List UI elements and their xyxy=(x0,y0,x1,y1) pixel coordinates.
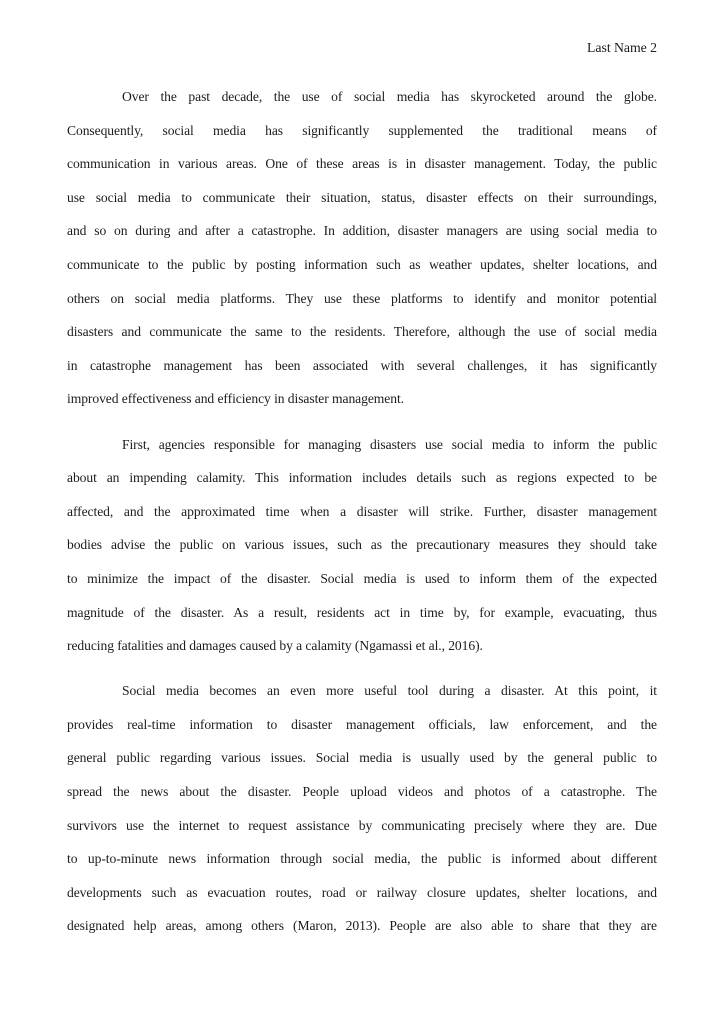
text-line: First, agencies responsible for managing disasters use social media to inform the public xyxy=(122,436,657,452)
running-header: Last Name 2 xyxy=(587,40,657,55)
text-line: in catastrophe management has been associated with several challenges, it has significantly xyxy=(67,357,657,373)
paragraph xyxy=(67,80,657,416)
text-line: provides real-time information to disaster management officials, law enforcement, and the xyxy=(67,716,657,732)
text-line: developments such as evacuation routes, road or railway closure updates, shelter locations, and xyxy=(67,884,657,900)
text-line: Consequently, social media has significantly supplemented the traditional means of xyxy=(67,122,657,138)
text-line: survivors use the internet to request assistance by communicating precisely where they are. Due xyxy=(67,817,657,833)
text-line: Social media becomes an even more useful tool during a disaster. At this point, it xyxy=(122,683,657,699)
text-line: communication in various areas. One of these areas is in disaster management. Today, the public xyxy=(67,156,657,172)
text-line: and so on during and after a catastrophe. In addition, disaster managers are using social media to xyxy=(67,223,657,239)
text-line: others on social media platforms. They use these platforms to identify and monitor potential xyxy=(67,290,657,306)
text-line: magnitude of the disaster. As a result, residents act in time by, for example, evacuating, thus xyxy=(67,604,657,620)
text-line: communicate to the public by posting information such as weather updates, shelter locations, and xyxy=(67,256,657,272)
paragraph xyxy=(67,428,657,663)
text-line: bodies advise the public on various issues, such as the precautionary measures they should take xyxy=(67,537,657,553)
text-line: Over the past decade, the use of social media has skyrocketed around the globe. xyxy=(122,89,657,104)
text-line: improved effectiveness and efficiency in disaster management. xyxy=(67,391,404,407)
text-line: affected, and the approximated time when a disaster will strike. Further, disaster management xyxy=(67,503,657,519)
text-line: about an impending calamity. This information includes details such as regions expected to be xyxy=(67,470,657,486)
paragraph xyxy=(67,674,657,943)
text-line: to minimize the impact of the disaster. Social media is used to inform them of the expected xyxy=(67,570,657,586)
document-body xyxy=(67,80,657,955)
text-line: designated help areas, among others (Maron, 2013). People are also able to share that they are xyxy=(67,918,657,934)
text-line: disasters and communicate the same to the residents. Therefore, although the use of social media xyxy=(67,324,657,340)
text-line: general public regarding various issues. Social media is usually used by the general public to xyxy=(67,750,657,766)
text-line: reducing fatalities and damages caused by a calamity (Ngamassi et al., 2016). xyxy=(67,638,483,654)
text-line: spread the news about the disaster. People upload videos and photos of a catastrophe. The xyxy=(67,784,657,800)
text-line: use social media to communicate their situation, status, disaster effects on their surroundings, xyxy=(67,189,657,205)
text-line: to up-to-minute news information through social media, the public is informed about different xyxy=(67,851,657,867)
